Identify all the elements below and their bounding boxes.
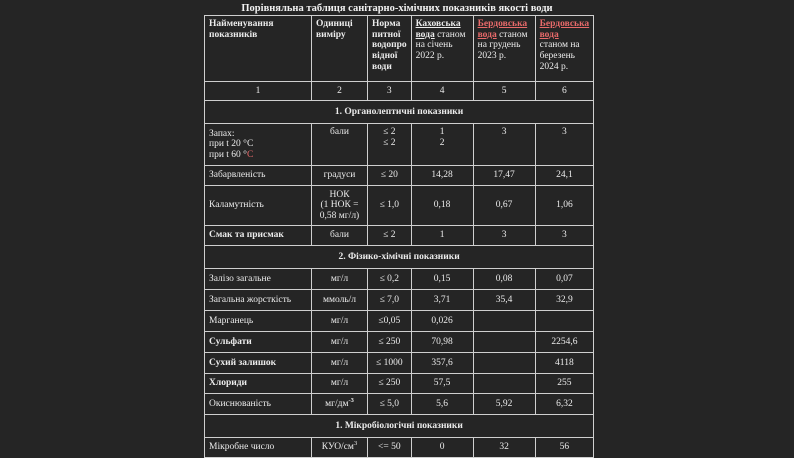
cell-berdovka-mar: 6,32 <box>535 394 594 415</box>
section-micro: 1. Мікробіологічні показники <box>205 415 594 438</box>
cell-kakhovka: 0 <box>411 438 473 458</box>
cell-berdovka-mar: 3 <box>535 226 594 246</box>
cell-norm: <= 50 <box>368 438 412 458</box>
cell-kakhovka: 1 2 <box>411 124 473 166</box>
cell-kakhovka: 357,6 <box>411 353 473 374</box>
cell-unit: ммоль/л <box>312 290 368 311</box>
cell-berdovka-dec: 3 <box>473 124 535 166</box>
section-physchem: 2. Фізико-хімічні показники <box>205 246 594 269</box>
column-number: 4 <box>411 82 473 101</box>
section-heading-row <box>205 415 594 438</box>
cell-kakhovka: 0,18 <box>411 186 473 226</box>
cell-berdovka-dec: 3 <box>473 226 535 246</box>
cell-norm: ≤0,05 <box>368 311 412 332</box>
section-heading-row <box>205 246 594 269</box>
row-name-smell: Запах: при t 20 °С при t 60 °С <box>205 124 312 166</box>
table-row <box>205 269 594 290</box>
cell-berdovka-mar: 3 <box>535 124 594 166</box>
cell-berdovka-dec <box>473 353 535 374</box>
cell-berdovka-dec: 32 <box>473 438 535 458</box>
header-berdovka-mar-rest: станом на березень 2024 р. <box>539 40 580 72</box>
table-row <box>205 186 594 226</box>
cell-berdovka-dec <box>473 311 535 332</box>
row-name: Смак та присмак <box>205 226 312 246</box>
cell-norm: ≤ 7,0 <box>368 290 412 311</box>
cell-unit: градуси <box>312 166 368 186</box>
cell-berdovka-mar: 1,06 <box>535 186 594 226</box>
row-name: Хлориди <box>205 374 312 394</box>
table-row <box>205 374 594 394</box>
section-heading-row <box>205 101 594 124</box>
cell-kakhovka: 57,5 <box>411 374 473 394</box>
cell-kakhovka: 0,15 <box>411 269 473 290</box>
row-name: Сухий залишок <box>205 353 312 374</box>
table-row <box>205 226 594 246</box>
cell-norm: ≤ 250 <box>368 374 412 394</box>
cell-norm: ≤ 2 <box>368 226 412 246</box>
cell-unit: бали <box>312 226 368 246</box>
table-row <box>205 394 594 415</box>
cell-berdovka-dec: 0,08 <box>473 269 535 290</box>
cell-norm: ≤ 20 <box>368 166 412 186</box>
cell-unit: $мг/дм^{-3}$ <box>312 394 368 415</box>
cell-berdovka-mar: 4118 <box>535 353 594 374</box>
cell-berdovka-dec <box>473 374 535 394</box>
column-number: 3 <box>368 82 412 101</box>
cell-kakhovka: 1 <box>411 226 473 246</box>
column-number: 5 <box>473 82 535 101</box>
section-organoleptic: 1. Органолептичні показники <box>205 101 594 124</box>
column-number-row <box>205 82 594 101</box>
cell-norm: ≤ 1000 <box>368 353 412 374</box>
cell-berdovka-mar <box>535 311 594 332</box>
row-name: Залізо загальне <box>205 269 312 290</box>
column-number: 1 <box>205 82 312 101</box>
header-kakhovka-title: Каховська вода <box>415 19 461 40</box>
cell-unit: мг/л <box>312 353 368 374</box>
cell-kakhovka: 70,98 <box>411 332 473 353</box>
header-row <box>205 16 594 82</box>
cell-unit: мг/л <box>312 332 368 353</box>
cell-norm: ≤ 5,0 <box>368 394 412 415</box>
cell-berdovka-dec: 0,67 <box>473 186 535 226</box>
cell-kakhovka: 14,28 <box>411 166 473 186</box>
cell-berdovka-mar: 0,07 <box>535 269 594 290</box>
table-row <box>205 124 594 166</box>
column-number: 6 <box>535 82 594 101</box>
cell-unit: КУО/$см^3$ <box>312 438 368 458</box>
cell-unit: НОК (1 НОК = 0,58 мг/л) <box>312 186 368 226</box>
header-berdovka-dec-2023 <box>473 16 535 82</box>
row-name: Марганець <box>205 311 312 332</box>
cell-berdovka-dec: 35,4 <box>473 290 535 311</box>
header-unit: Одиниці виміру <box>312 16 368 82</box>
cell-berdovka-dec: 5,92 <box>473 394 535 415</box>
cell-berdovka-mar: 32,9 <box>535 290 594 311</box>
water-quality-table <box>204 15 594 458</box>
header-kakhovka-rest: станом на січень 2022 р. <box>415 29 466 61</box>
cell-kakhovka: 3,71 <box>411 290 473 311</box>
cell-norm: ≤ 1,0 <box>368 186 412 226</box>
cell-unit: мг/л <box>312 269 368 290</box>
header-norm: Норма питної водопро відної води <box>368 16 412 82</box>
header-name: Найменування показників <box>205 16 312 82</box>
cell-unit: мг/л <box>312 374 368 394</box>
cell-norm: ≤ 250 <box>368 332 412 353</box>
table-row <box>205 166 594 186</box>
table-row <box>205 290 594 311</box>
cell-norm: ≤ 0,2 <box>368 269 412 290</box>
cell-berdovka-mar: 24,1 <box>535 166 594 186</box>
header-berdovka-mar-title: Бердовська вода <box>539 19 590 40</box>
row-name: Мікробне число <box>205 438 312 458</box>
row-name: Загальна жорсткість <box>205 290 312 311</box>
header-berdovka-dec-rest: станом на грудень 2023 р. <box>477 29 528 61</box>
row-name: Окиснюваність <box>205 394 312 415</box>
row-name: Забарвленість <box>205 166 312 186</box>
table-row <box>205 311 594 332</box>
row-name: Каламутність <box>205 186 312 226</box>
cell-berdovka-mar: 2254,6 <box>535 332 594 353</box>
table-row <box>205 353 594 374</box>
table-row <box>205 438 594 458</box>
cell-berdovka-mar: 255 <box>535 374 594 394</box>
cell-berdovka-mar: 56 <box>535 438 594 458</box>
cell-norm: ≤ 2 ≤ 2 <box>368 124 412 166</box>
header-berdovka-mar-2024 <box>535 16 594 82</box>
cell-unit: мг/л <box>312 311 368 332</box>
header-berdovka-dec-title: Бердовська вода <box>477 19 528 40</box>
cell-kakhovka: 5,6 <box>411 394 473 415</box>
column-number: 2 <box>312 82 368 101</box>
cell-berdovka-dec: 17,47 <box>473 166 535 186</box>
table-row <box>205 332 594 353</box>
table-title: Порівняльна таблиця санітарно-хімічних показників якості води <box>241 3 553 14</box>
header-kakhovka-jan-2022 <box>411 16 473 82</box>
row-name: Сульфати <box>205 332 312 353</box>
cell-unit: бали <box>312 124 368 166</box>
cell-berdovka-dec <box>473 332 535 353</box>
cell-kakhovka: 0,026 <box>411 311 473 332</box>
